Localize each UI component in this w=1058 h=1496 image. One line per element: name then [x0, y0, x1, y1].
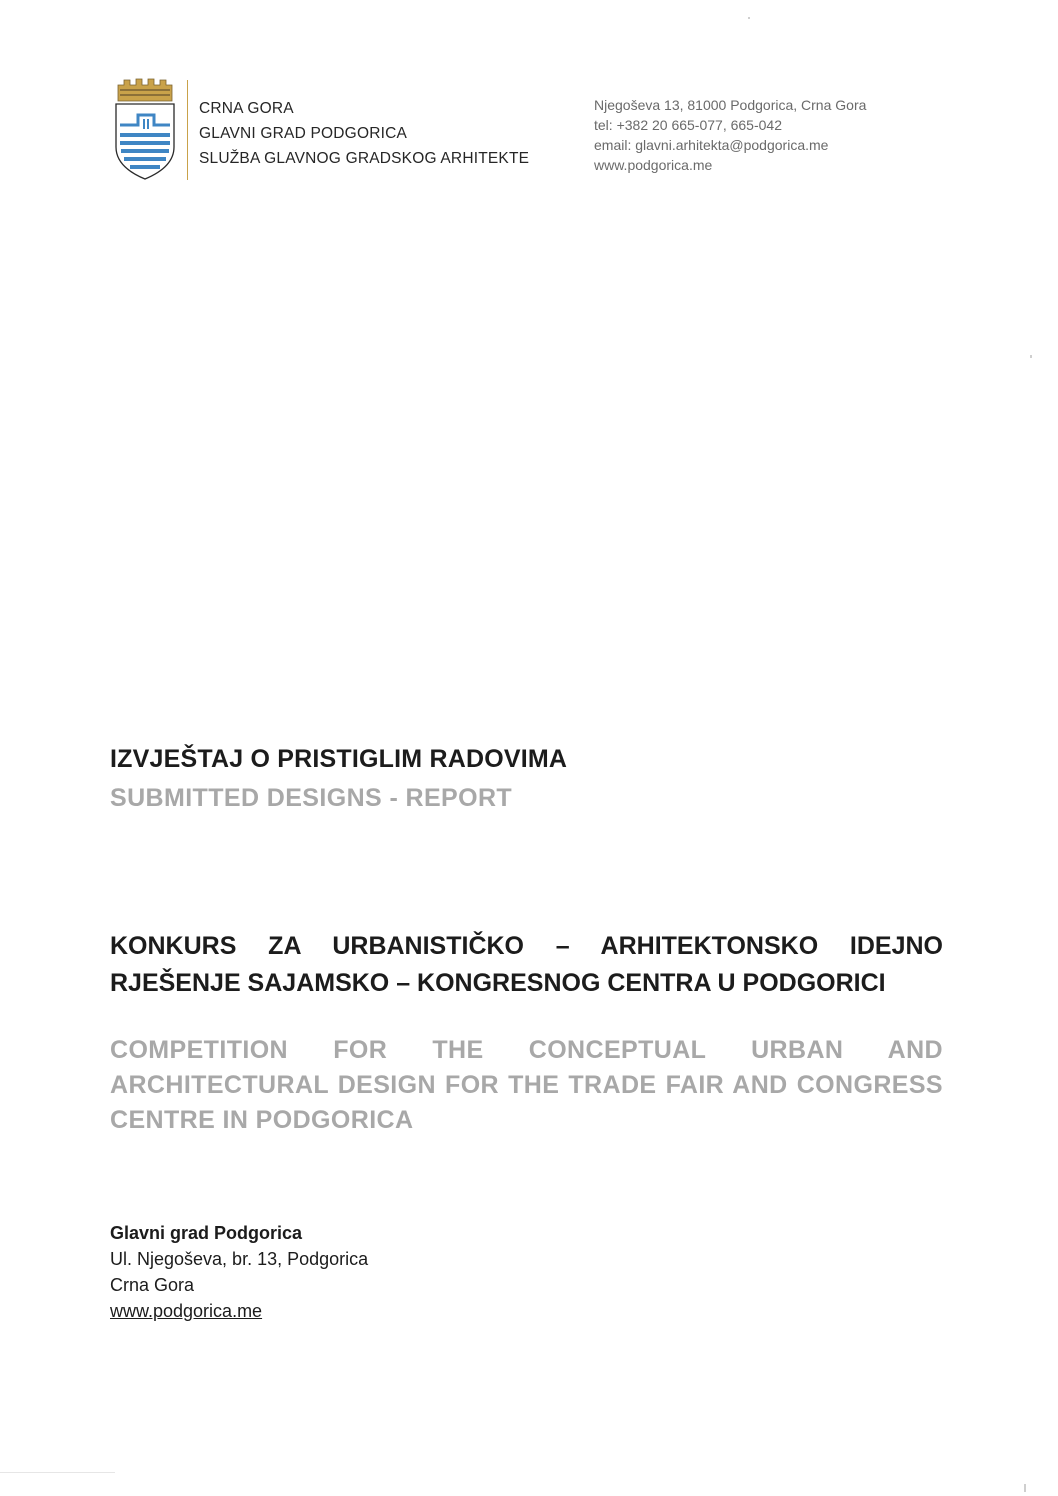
footer-name: Glavni grad Podgorica	[110, 1223, 303, 1243]
scan-edge-line	[0, 1472, 115, 1473]
contact-email: email: glavni.arhitekta@podgorica.me	[594, 137, 829, 153]
competition-title-english: COMPETITION FOR THE CONCEPTUAL URBAN AND ARCHITECTURAL DESIGN FOR THE TRADE FAIR AND CONGRESS CENTRE IN PODGORICA	[110, 1036, 943, 1134]
competition-title-local: KONKURS ZA URBANISTIČKO – ARHITEKTONSKO IDEJNO RJEŠENJE SAJAMSKO – KONGRESNOG CENTRA U PODGORICI	[110, 932, 943, 997]
contact-address: Njegoševa 13, 81000 Podgorica, Crna Gora	[594, 97, 867, 113]
report-title-local: IZVJEŠTAJ O PRISTIGLIM RADOVIMA	[110, 745, 568, 773]
scan-mark	[748, 17, 750, 19]
scan-mark	[1030, 355, 1032, 358]
footer-address: Ul. Njegoševa, br. 13, Podgorica	[110, 1249, 369, 1269]
header-divider	[187, 80, 188, 180]
org-city: GLAVNI GRAD PODGORICA	[199, 125, 408, 142]
organization-block	[199, 96, 529, 171]
contact-website: www.podgorica.me	[594, 157, 713, 173]
org-department: SLUŽBA GLAVNOG GRADSKOG ARHITEKTE	[199, 150, 530, 167]
contact-phone: tel: +382 20 665-077, 665-042	[594, 117, 782, 133]
report-title-english: SUBMITTED DESIGNS - REPORT	[110, 784, 513, 812]
footer-address-block	[110, 1220, 368, 1324]
org-country: CRNA GORA	[199, 100, 294, 117]
city-crest-icon	[110, 77, 180, 181]
footer-country: Crna Gora	[110, 1275, 195, 1295]
contact-block	[594, 95, 866, 175]
footer-website-link[interactable]: www.podgorica.me	[110, 1301, 263, 1321]
scan-mark	[1024, 1484, 1026, 1492]
